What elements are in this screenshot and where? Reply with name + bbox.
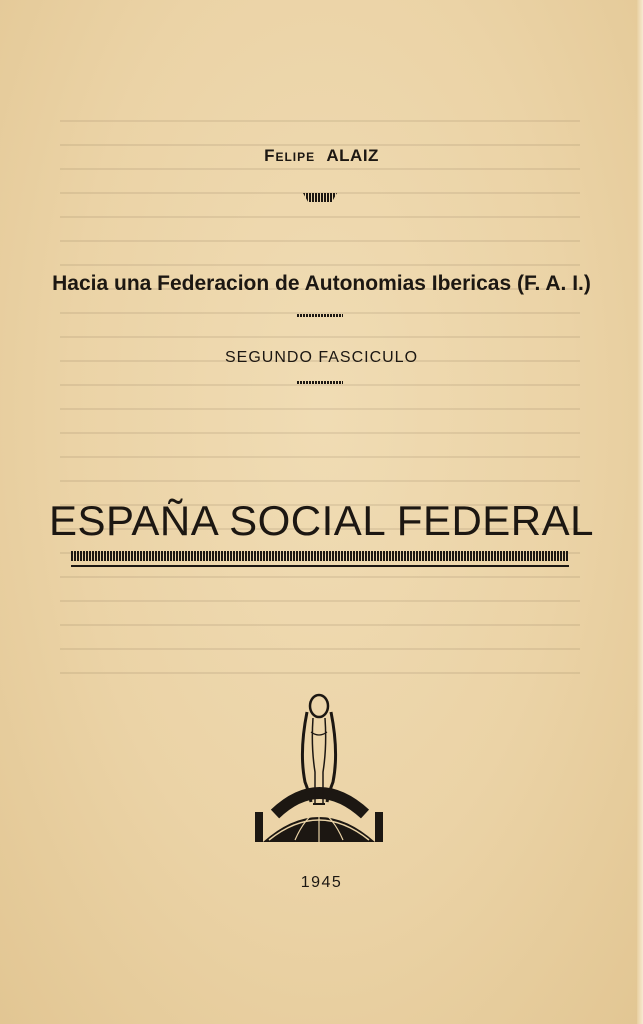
dotted-divider xyxy=(297,381,343,384)
fascicle-label: SEGUNDO FASCICULO xyxy=(224,349,419,366)
author-name xyxy=(0,146,643,166)
subtitle: Hacia una Federacion de Autonomias Ibericas (F. A. I.) xyxy=(52,272,591,295)
main-title: ESPAÑA SOCIAL FEDERAL xyxy=(48,497,594,544)
publisher-emblem-icon xyxy=(255,692,383,854)
title-underline-rule xyxy=(71,565,569,567)
author-last-name: ALAIZ xyxy=(326,146,379,165)
author-first-name: Felipe xyxy=(264,146,316,165)
title-underline-bars xyxy=(71,551,569,561)
ornament-divider xyxy=(303,193,337,202)
show-through-text xyxy=(60,120,580,780)
dotted-divider xyxy=(297,314,343,317)
publication-year: 1945 xyxy=(300,874,343,891)
